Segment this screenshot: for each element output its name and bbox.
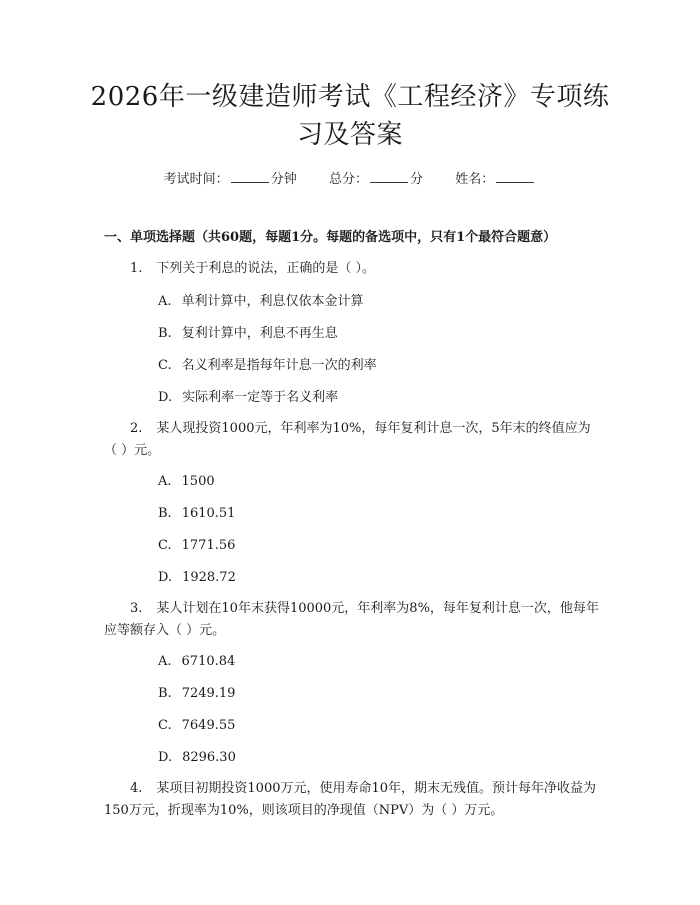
question-1 bbox=[104, 258, 602, 280]
question-3 bbox=[104, 598, 602, 642]
option-3b: B. 7249.19 bbox=[158, 686, 236, 701]
question-2 bbox=[104, 418, 602, 462]
section-heading: 一、单项选择题（共60题，每题1分。每题的备选项中，只有1个最符合题意） bbox=[104, 230, 557, 245]
score-label: 总分： bbox=[328, 172, 368, 187]
option-3d: D. 8296.30 bbox=[158, 750, 236, 765]
question-number: 3. bbox=[130, 601, 143, 616]
time-blank bbox=[231, 168, 269, 183]
name-blank bbox=[496, 168, 534, 183]
question-text: 某人现投资1000元，年利率为10%，每年复利计息一次，5年末的终值应为（ ）元。 bbox=[104, 421, 591, 458]
question-4 bbox=[104, 778, 602, 822]
question-text: 下列关于利息的说法，正确的是（ ）。 bbox=[156, 261, 376, 276]
option-1a: A. 单利计算中，利息仅依本金计算 bbox=[158, 294, 364, 309]
score-blank bbox=[370, 168, 408, 183]
question-number: 4. bbox=[130, 781, 143, 796]
time-unit: 分钟 bbox=[270, 172, 297, 187]
time-label: 考试时间： bbox=[163, 172, 229, 187]
option-2a: A. 1500 bbox=[158, 474, 215, 489]
question-number: 2. bbox=[130, 421, 143, 436]
option-1b: B. 复利计算中，利息不再生息 bbox=[158, 326, 338, 341]
option-1d: D. 实际利率一定等于名义利率 bbox=[158, 390, 339, 405]
option-1c: C. 名义利率是指每年计息一次的利率 bbox=[158, 358, 377, 373]
option-3a: A. 6710.84 bbox=[158, 654, 236, 669]
question-text: 某人计划在10年末获得10000元，年利率为8%，每年复利计息一次，他每年应等额存入（ ）元。 bbox=[104, 601, 599, 638]
question-number: 1. bbox=[130, 261, 143, 276]
option-2c: C. 1771.56 bbox=[158, 538, 236, 553]
score-unit: 分 bbox=[410, 172, 424, 187]
option-3c: C. 7649.55 bbox=[158, 718, 236, 733]
document-title: 2026年一级建造师考试《工程经济》专项练习及答案 bbox=[90, 82, 610, 150]
exam-meta bbox=[0, 168, 700, 190]
question-text: 某项目初期投资1000万元，使用寿命10年，期末无残值。预计每年净收益为150万元，折现率为10%，则该项目的净现值（NPV）为（ ）万元。 bbox=[104, 781, 597, 818]
name-label: 姓名： bbox=[455, 172, 495, 187]
option-2b: B. 1610.51 bbox=[158, 506, 236, 521]
option-2d: D. 1928.72 bbox=[158, 570, 236, 585]
